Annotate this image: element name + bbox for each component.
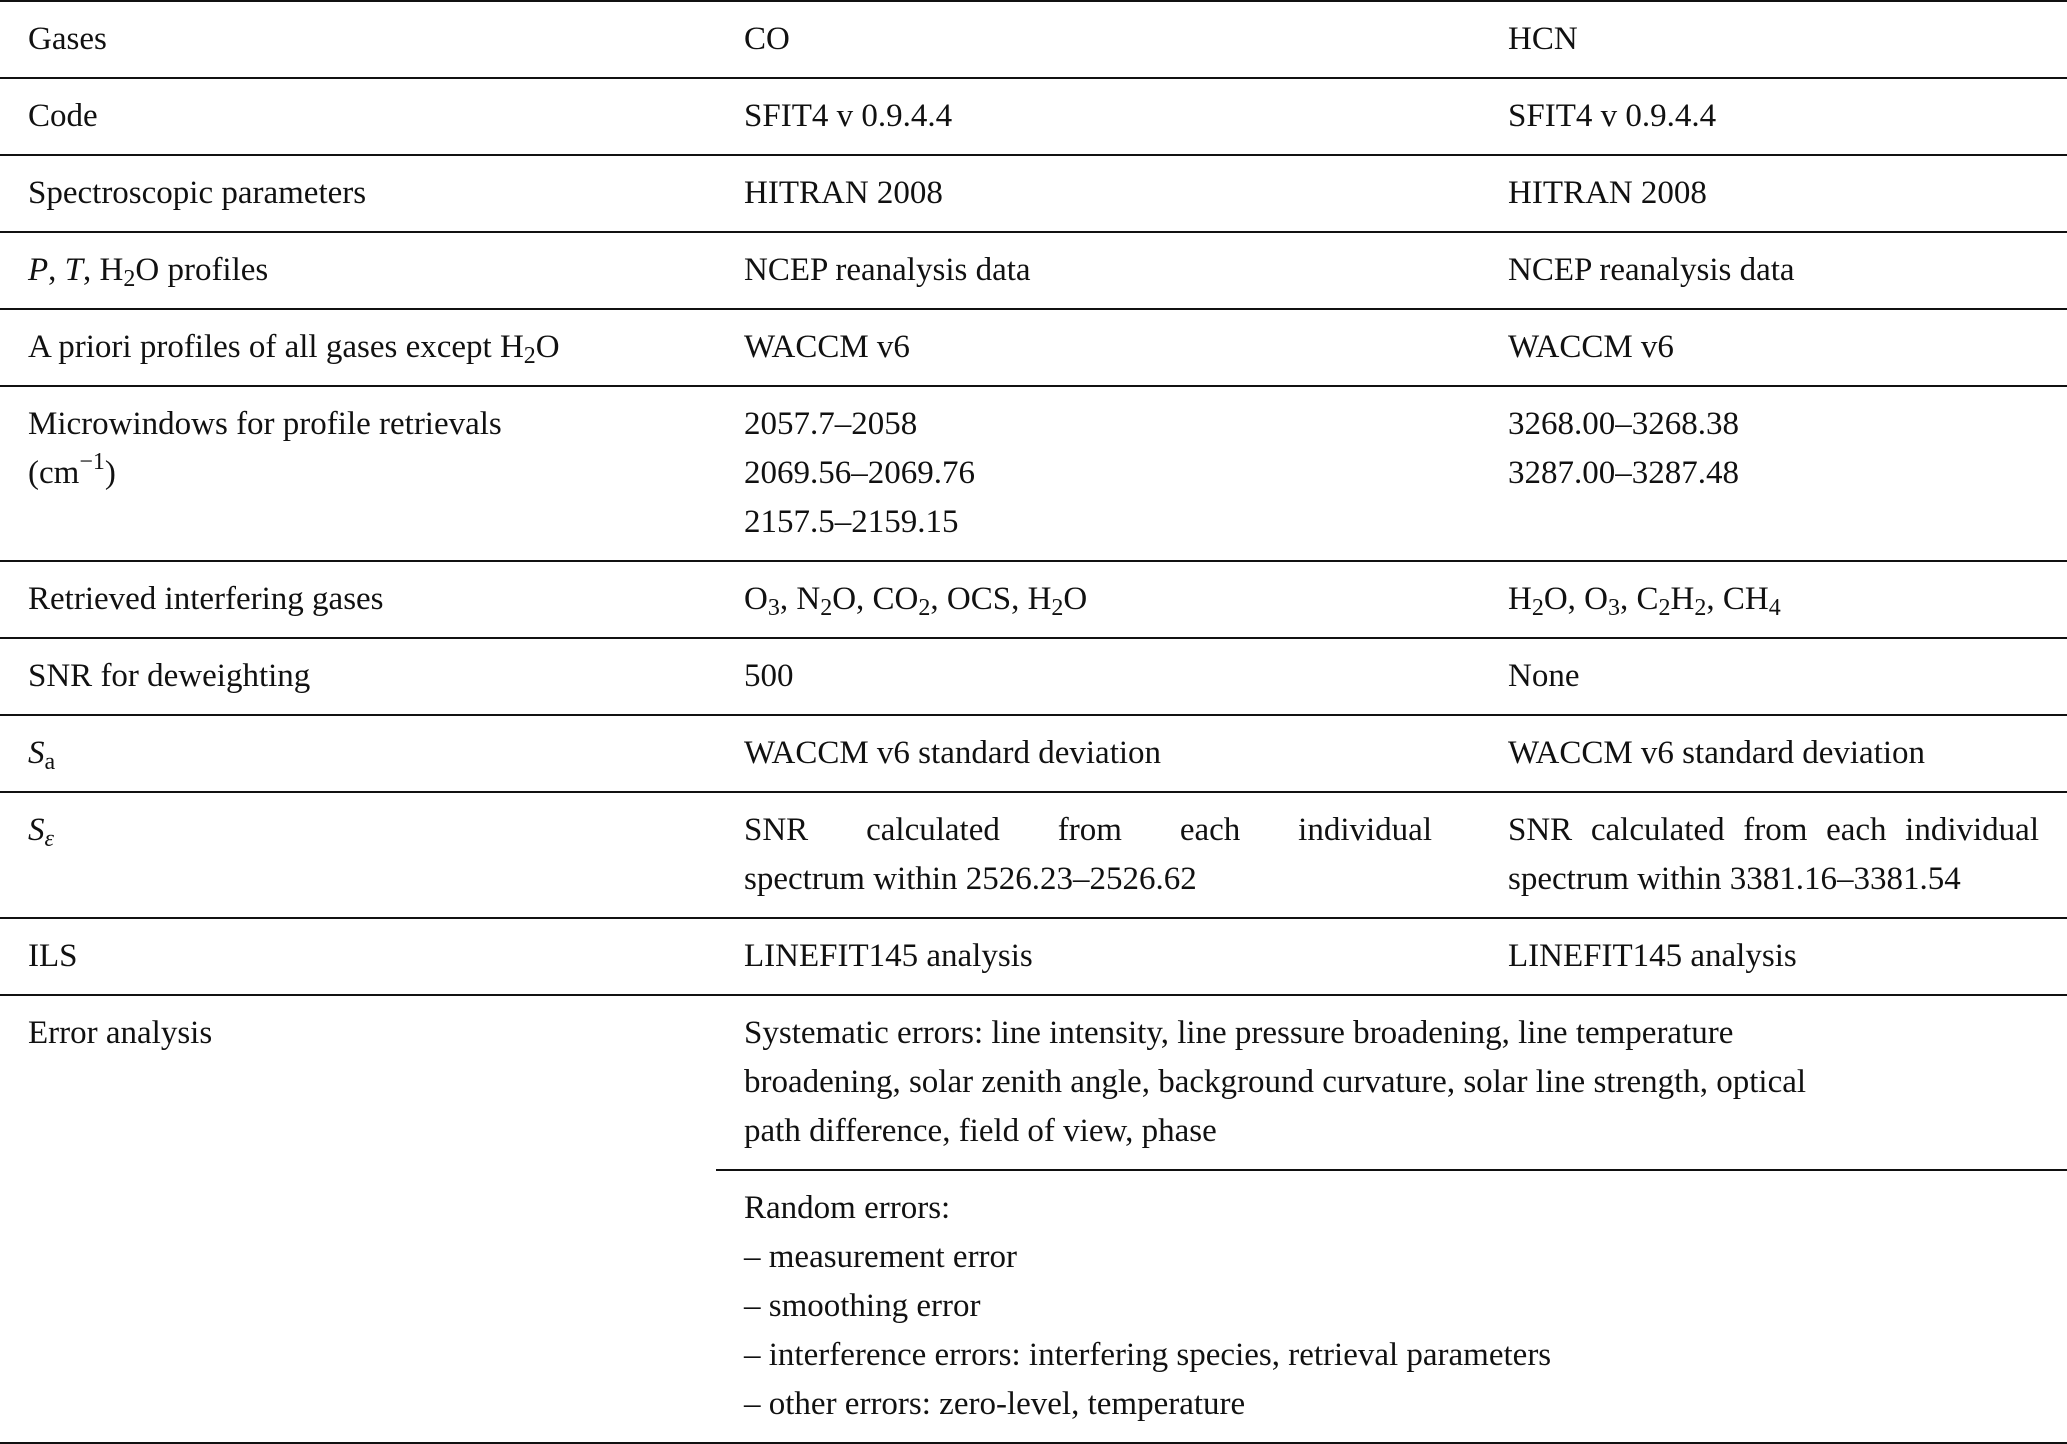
row-label: Code — [0, 78, 716, 155]
symbol-s: S — [28, 735, 45, 771]
value-line: spectrum within 3381.16–3381.54 — [1508, 861, 1961, 897]
value-line: SNR calculated from each individual — [744, 812, 1432, 848]
co-value — [716, 792, 1480, 918]
subscript: 2 — [1694, 595, 1707, 621]
table-row — [0, 561, 2067, 638]
microwindow: 2069.56–2069.76 — [744, 455, 975, 491]
row-label: Spectroscopic parameters — [0, 155, 716, 232]
gas-text: H — [1670, 581, 1695, 617]
hcn-value: WACCM v6 — [1480, 309, 2067, 386]
gas-text: O, O — [1543, 581, 1609, 617]
subscript: 4 — [1768, 595, 1781, 621]
row-label: SNR for deweighting — [0, 638, 716, 715]
symbol-p: P — [28, 252, 49, 288]
subscript: 2 — [1531, 595, 1544, 621]
hcn-value — [1480, 792, 2067, 918]
value-line: Random errors: — [744, 1190, 951, 1226]
row-label — [0, 232, 716, 309]
gas-text: O, CO — [832, 581, 919, 617]
microwindow: 3287.00–3287.48 — [1508, 455, 1739, 491]
subscript: 2 — [1051, 595, 1064, 621]
header-co: CO — [716, 1, 1480, 78]
label-line — [28, 449, 716, 498]
table-row — [0, 386, 2067, 561]
value-line: – interference errors: interfering species, retrieval parameters — [744, 1337, 1552, 1373]
row-label: ILS — [0, 918, 716, 995]
hcn-value: NCEP reanalysis data — [1480, 232, 2067, 309]
row-label: Retrieved interfering gases — [0, 561, 716, 638]
subscript: 2 — [820, 595, 833, 621]
hcn-value: WACCM v6 standard deviation — [1480, 715, 2067, 792]
row-label — [0, 715, 716, 792]
value-line: – measurement error — [744, 1239, 1018, 1275]
table-row — [0, 155, 2067, 232]
co-value — [716, 561, 1480, 638]
gas-text: H — [1508, 581, 1532, 617]
co-value: NCEP reanalysis data — [716, 232, 1480, 309]
hcn-value: LINEFIT145 analysis — [1480, 918, 2067, 995]
subscript: 3 — [767, 595, 780, 621]
gas-text: , N — [779, 581, 821, 617]
co-value — [716, 386, 1480, 561]
label-text: , H — [83, 252, 124, 288]
subscript: 2 — [1658, 595, 1671, 621]
subscript: 2 — [123, 266, 136, 292]
label-text: ) — [104, 455, 116, 491]
hcn-value — [1480, 386, 2067, 561]
co-value: SFIT4 v 0.9.4.4 — [716, 78, 1480, 155]
value-line: SNR calculated from each individual — [1508, 812, 2039, 848]
row-label — [0, 386, 716, 561]
label-line: Microwindows for profile retrievals — [28, 406, 502, 442]
gas-text: , CH — [1706, 581, 1769, 617]
value-line: path difference, field of view, phase — [744, 1113, 1217, 1149]
symbol-t: T — [64, 252, 84, 288]
subscript: 3 — [1608, 595, 1621, 621]
label-text: , — [48, 252, 65, 288]
systematic-errors — [716, 995, 2067, 1170]
value-line: Systematic errors: line intensity, line pressure broadening, line temperature — [744, 1015, 1734, 1051]
table-row — [0, 918, 2067, 995]
subscript: ε — [44, 826, 54, 852]
co-value: LINEFIT145 analysis — [716, 918, 1480, 995]
table-row — [0, 78, 2067, 155]
hcn-value: None — [1480, 638, 2067, 715]
value-line: – smoothing error — [744, 1288, 981, 1324]
co-value: HITRAN 2008 — [716, 155, 1480, 232]
table-row — [0, 715, 2067, 792]
hcn-value — [1480, 561, 2067, 638]
value-line: spectrum within 2526.23–2526.62 — [744, 861, 1197, 897]
symbol-s: S — [28, 812, 45, 848]
microwindow: 2157.5–2159.15 — [744, 504, 959, 540]
random-errors — [716, 1170, 2067, 1443]
co-value: WACCM v6 standard deviation — [716, 715, 1480, 792]
co-value: 500 — [716, 638, 1480, 715]
table-row — [0, 792, 2067, 918]
header-hcn: HCN — [1480, 1, 2067, 78]
co-value: WACCM v6 — [716, 309, 1480, 386]
subscript: 2 — [523, 343, 536, 369]
gas-text: O — [744, 581, 768, 617]
table-row — [0, 638, 2067, 715]
hcn-value: HITRAN 2008 — [1480, 155, 2067, 232]
header-label: Gases — [0, 1, 716, 78]
microwindow: 3268.00–3268.38 — [1508, 406, 1739, 442]
value-line: broadening, solar zenith angle, background curvature, solar line strength, optical — [744, 1064, 1807, 1100]
label-text: O profiles — [135, 252, 269, 288]
superscript: −1 — [79, 449, 105, 475]
subscript: a — [44, 749, 56, 775]
hcn-value: SFIT4 v 0.9.4.4 — [1480, 78, 2067, 155]
row-label — [0, 792, 716, 918]
label-text: A priori profiles of all gases except H — [28, 329, 524, 365]
table-row — [0, 995, 2067, 1170]
label-text: O — [535, 329, 560, 365]
microwindow: 2057.7–2058 — [744, 406, 918, 442]
table-row — [0, 309, 2067, 386]
row-label — [0, 309, 716, 386]
row-label: Error analysis — [0, 995, 716, 1443]
subscript: 2 — [918, 595, 931, 621]
gas-text: O — [1063, 581, 1088, 617]
gas-text: , C — [1620, 581, 1659, 617]
gas-text: , OCS, H — [930, 581, 1052, 617]
table-row — [0, 232, 2067, 309]
value-line: – other errors: zero-level, temperature — [744, 1386, 1246, 1422]
label-text: (cm — [28, 455, 80, 491]
table-header-row — [0, 1, 2067, 78]
